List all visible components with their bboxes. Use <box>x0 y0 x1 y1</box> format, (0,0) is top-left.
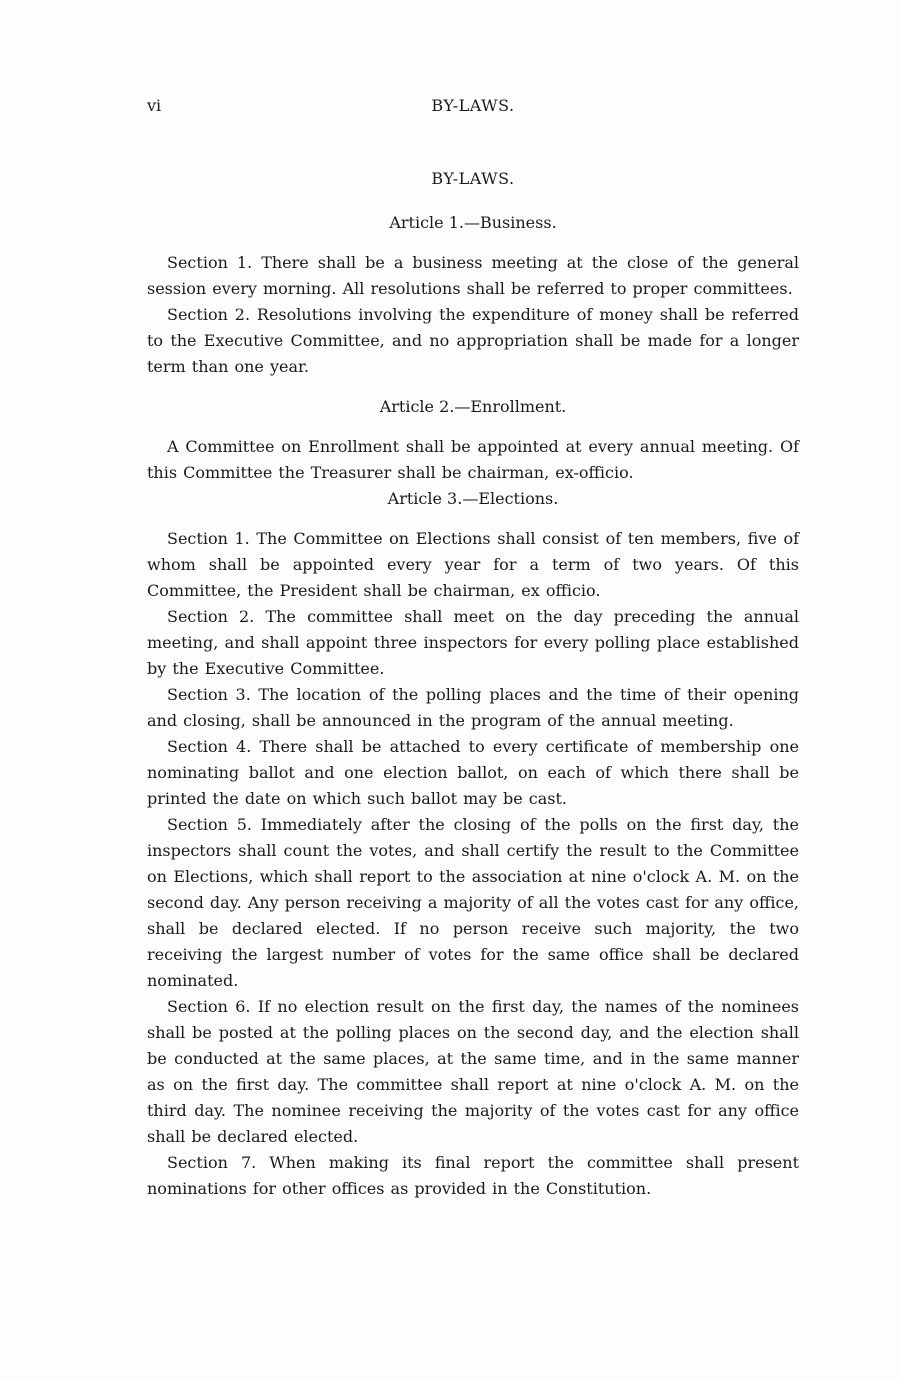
document-title: BY-LAWS. <box>431 169 515 188</box>
section-paragraph: Section 6. If no election result on the first day, the names of the nominees shall be posted at the polling places on the second day, and the election shall be conducted at the same places, at the same time, and in the same manner as on the first day. The committee shall report at nine o'clock A. M. on the third day. The nominee receiving the majority of the votes cast for any office shall be declared elected. <box>147 997 799 1146</box>
section-paragraph: Section 4. There shall be attached to every certificate of membership one nominating ballot and one election ballot, on each of which there shall be printed the date on which such ballot may be cast. <box>147 737 799 808</box>
section-paragraph: Section 2. The committee shall meet on the day preceding the annual meeting, and shall appoint three inspectors for every polling place established by the Executive Committee. <box>147 607 799 678</box>
article-heading: Article 2.—Enrollment. <box>379 397 567 416</box>
article-1 <box>147 210 799 380</box>
article-3 <box>147 486 799 1202</box>
section-paragraph: Section 5. Immediately after the closing of the polls on the first day, the inspectors shall count the votes, and shall certify the result to the Committee on Elections, which shall report to the association at nine o'clock A. M. on the second day. Any person receiving a majority of all the votes cast for any office, shall be declared elected. If no person receive such majority, the two receiving the largest number of votes for the same office shall be declared nominated. <box>147 815 799 990</box>
article-2 <box>147 394 799 486</box>
section-paragraph: Section 1. There shall be a business meeting at the close of the general session every morning. All resolutions shall be referred to proper committees. <box>147 253 799 298</box>
section-paragraph: Section 1. The Committee on Elections shall consist of ten members, five of whom shall be appointed every year for a term of two years. Of this Committee, the President shall be chairman, ex officio. <box>147 529 799 600</box>
page-number: vi <box>147 96 162 115</box>
running-title: BY-LAWS. <box>431 96 515 115</box>
section-paragraph: Section 2. Resolutions involving the expenditure of money shall be referred to the Executive Committee, and no appropriation shall be made for a longer term than one year. <box>147 305 799 376</box>
article-heading: Article 3.—Elections. <box>387 489 559 508</box>
section-paragraph: Section 7. When making its final report the committee shall present nominations for other offices as provided in the Constitution. <box>147 1153 799 1198</box>
article-heading: Article 1.—Business. <box>389 213 557 232</box>
page-body <box>147 166 799 1202</box>
article-paragraph: A Committee on Enrollment shall be appointed at every annual meeting. Of this Committee the Treasurer shall be chairman, ex-officio. <box>147 437 799 482</box>
section-paragraph: Section 3. The location of the polling places and the time of their opening and closing, shall be announced in the program of the annual meeting. <box>147 685 799 730</box>
running-head <box>147 96 799 120</box>
